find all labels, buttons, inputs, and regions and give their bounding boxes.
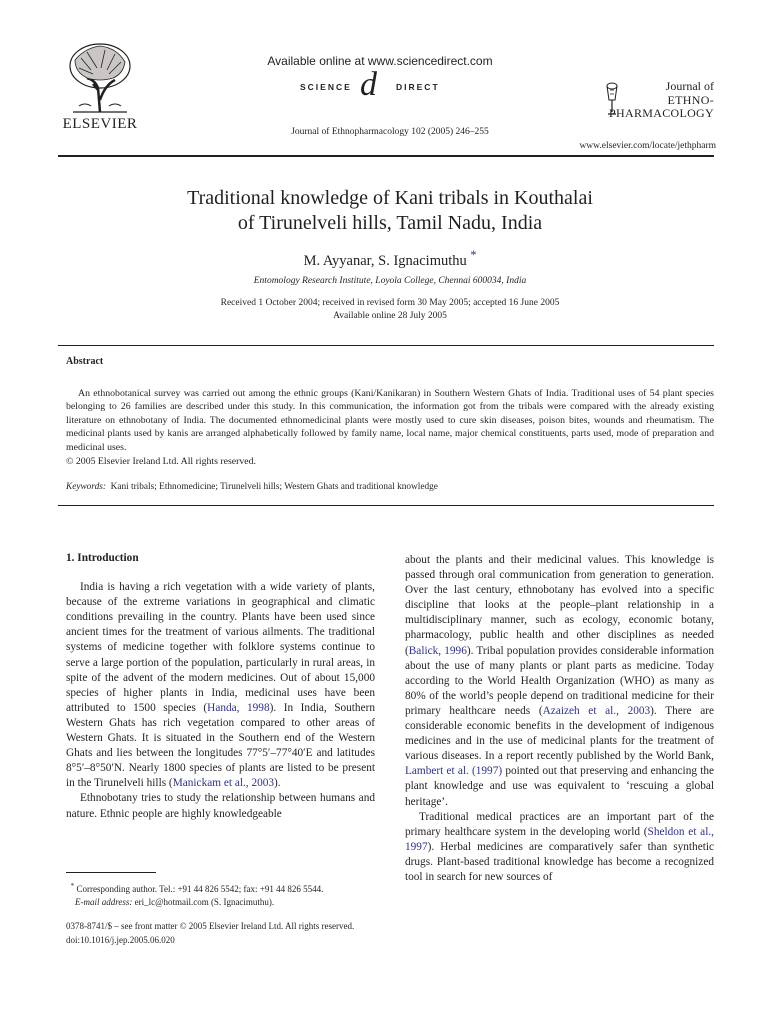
- abstract-body: [66, 387, 714, 454]
- footnote-star: *: [70, 881, 75, 890]
- front-matter: [66, 920, 466, 947]
- affiliation: Entomology Research Institute, Loyola College, Chennai 600034, India: [253, 276, 527, 286]
- intro-paragraph-3: [405, 810, 714, 885]
- sciencedirect-logo: [300, 66, 470, 106]
- text-run: about the plants and their medicinal values. This knowledge is passed through oral communication from generation to generation. Over the last century, ethnobotany has evolved into a specific discipline that looks at the people–plant relationship in a multidisciplinary manner, such as ecology, economic botany, pharmacology, public health and other disciplines as needed (: [405, 554, 714, 657]
- right-column: [405, 553, 714, 885]
- journal-logo-line3: PHARMACOLOGY: [609, 106, 714, 120]
- sd-direct-word: DIRECT: [396, 82, 440, 92]
- article-title: [120, 186, 660, 236]
- abstract-top-divider: [58, 345, 714, 346]
- publisher-name: ELSEVIER: [62, 116, 138, 132]
- footnote-divider: [66, 872, 156, 873]
- abstract-heading: Abstract: [66, 356, 104, 367]
- text-run: ).: [274, 777, 281, 790]
- doi-line[interactable]: doi:10.1016/j.jep.2005.06.020: [66, 934, 175, 945]
- journal-logo-line2: ETHNO-: [667, 93, 714, 107]
- section-heading: 1. Introduction: [66, 552, 139, 564]
- text-run: pointed out that preserving and enhancing the plant knowledge and use was equivalent to ‘rescuing a global heritage’.: [405, 765, 714, 808]
- footnote-contact: Corresponding author. Tel.: +91 44 826 5542; fax: +91 44 826 5544.: [74, 884, 324, 894]
- elsevier-logo: [58, 40, 142, 133]
- keywords: [66, 482, 438, 492]
- title-line-1: Traditional knowledge of Kani tribals in Kouthalai: [187, 187, 593, 209]
- journal-url-link[interactable]: www.elsevier.com/locate/jethpharm: [579, 141, 716, 151]
- left-column: [66, 551, 375, 822]
- citation-link[interactable]: Azaizeh et al., 2003: [542, 704, 651, 717]
- text-run: Traditional medical practices are an important part of the primary healthcare system in the developing world (: [405, 810, 714, 838]
- abstract-bottom-divider: [58, 505, 714, 506]
- received-dates: Received 1 October 2004; received in revised form 30 May 2005; accepted 16 June 2005: [220, 298, 560, 308]
- abstract-paragraph: An ethnobotanical survey was carried out among the ethnic groups (Kani/Kanikaran) in Southern Western Ghats of India. Traditional uses of 54 plant species belonging to 26 families are described under this study. In this communication, the information got from the tribals were compared with the already existing literature on ethnobotany of India. The documented ethnomedicinal plants were mostly used to cure skin diseases, poison bites, wounds and rheumatism. The medicinal plants used by kanis are arranged alphabetically followed by family name, local name, major chemical constituents, parts used, mode of preparation and medicinal uses.: [66, 388, 714, 453]
- citation-link[interactable]: Manickam et al., 2003: [172, 777, 275, 790]
- journal-logo: [600, 74, 718, 124]
- intro-paragraph-1: [66, 580, 375, 791]
- journal-logo-line1: Journal of: [665, 79, 714, 93]
- citation-link[interactable]: Balick, 1996: [408, 644, 467, 657]
- author-names: M. Ayyanar, S. Ignacimuthu: [303, 252, 467, 269]
- title-line-2: of Tirunelveli hills, Tamil Nadu, India: [237, 212, 543, 234]
- sd-at-icon: d: [360, 66, 377, 103]
- citation-link[interactable]: Sheldon et al., 1997: [405, 825, 714, 853]
- elsevier-tree-icon: [65, 40, 135, 114]
- available-online-link[interactable]: Available online at www.sciencedirect.com: [267, 54, 493, 68]
- footnote-email-line: [66, 896, 375, 909]
- keywords-label: Keywords:: [66, 482, 106, 492]
- sd-science-word: SCIENCE: [300, 82, 352, 92]
- available-online-date: Available online 28 July 2005: [333, 311, 447, 321]
- header-divider: [58, 155, 714, 157]
- intro-paragraph-2: Ethnobotany tries to study the relationship between humans and nature. Ethnic people are highly knowledgeable: [66, 792, 375, 820]
- text-run: ). There are considerable economic benefits in the development of indigenous medicines and in the use of medicinal plants for the treatment of various diseases. In a report recently published by the World Bank,: [405, 704, 714, 763]
- text-run: ). In India, Southern Western Ghats has rich vegetation compared to other areas of Western Ghats. It is situated in the Southern end of the Western Ghats and lies between the longitudes 77°5′–77°40′E and latitudes 8°5′–8°50′N. Nearly 1800 species of plants are listed to be present in the Tirunelveli hills (: [66, 701, 376, 790]
- journal-citation: Journal of Ethnopharmacology 102 (2005) 246–255: [291, 127, 489, 137]
- abstract-copyright: © 2005 Elsevier Ireland Ltd. All rights reserved.: [66, 456, 256, 467]
- intro-paragraph-2-continued: [405, 553, 714, 810]
- article-dates: [120, 297, 660, 323]
- footnote-contact-line: [66, 879, 375, 896]
- citation-link[interactable]: Lambert et al. (1997): [405, 765, 503, 778]
- text-run: ). Tribal population provides considerable information about the use of many plants or plant parts as medicine. Today according to the World Health Organization (WHO) as many as 80% of the world’s people depend on traditional medicine for their primary healthcare needs (: [405, 644, 714, 717]
- corresponding-author-link[interactable]: *: [470, 248, 477, 262]
- citation-link[interactable]: Handa, 1998: [207, 701, 270, 714]
- footnote: [66, 879, 375, 909]
- text-run: India is having a rich vegetation with a wide variety of plants, because of the extreme variations in geographical and climatic conditions prevailing in the country. Plants have been used since ancient times for the treatment of various ailments. The traditional systems of medicine together with folklore systems continue to serve a large portion of the population, particularly in rural areas, in spite of the advent of the modern medicines. Out of about 15,000 species of higher plants in India, medicinal uses have been attributed to 1500 species (: [66, 581, 375, 714]
- authors: [120, 248, 660, 270]
- email-label: E-mail address:: [75, 897, 133, 907]
- email-address[interactable]: eri_lc@hotmail.com (S. Ignacimuthu).: [132, 897, 275, 907]
- text-run: ). Herbal medicines are comparatively safer than synthetic drugs. Plant-based traditional knowledge has become a recognized tool in search for new sources of: [405, 840, 714, 883]
- issn-line: 0378-8741/$ – see front matter © 2005 Elsevier Ireland Ltd. All rights reserved.: [66, 921, 355, 931]
- keywords-list: Kani tribals; Ethnomedicine; Tirunelveli hills; Western Ghats and traditional knowledge: [110, 482, 438, 492]
